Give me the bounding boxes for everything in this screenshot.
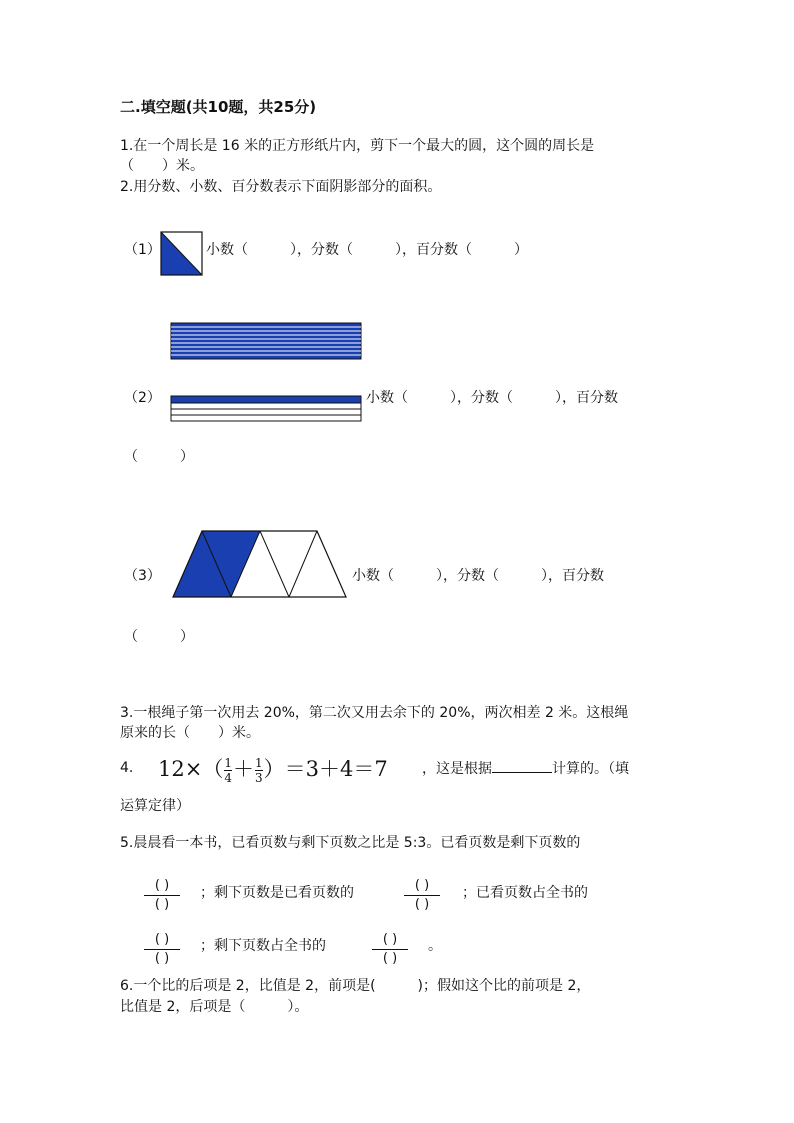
fraction-numerator: ( )	[382, 932, 398, 947]
fraction-bar	[144, 895, 180, 896]
q4-number: 4.	[120, 760, 134, 776]
q4-after-text: ，这是根据	[422, 761, 492, 777]
q2-part1-square-figure	[160, 231, 204, 277]
fraction-bar	[144, 949, 180, 950]
trap-line-3	[260, 531, 289, 597]
q6-line1: 6.一个比的后项是 2，比值是 2，前项是( )；假如这个比的前项是 2，	[120, 978, 591, 994]
q4-expr-prefix: 12×（	[158, 757, 224, 781]
q5-text-2: ；已看页数占全书的	[462, 885, 588, 901]
q4-plus: ＋	[232, 757, 254, 781]
fraction-numerator: ( )	[414, 878, 430, 893]
q2-part1-text: 小数（ ），分数（ ），百分数（ ）	[206, 242, 528, 258]
q3-line2: 原来的长（ ）米。	[120, 725, 260, 741]
q2-part3-text: 小数（ ），分数（ ），百分数	[352, 568, 604, 584]
q5-fraction-blank-4[interactable]	[372, 932, 408, 967]
fraction-bar	[404, 895, 440, 896]
q2-part2-tail: （ ）	[124, 449, 194, 465]
q2-part3-label: （3）	[124, 568, 161, 584]
q4-expr-suffix: ）＝3＋4＝7	[263, 757, 388, 781]
q5-text-4: 。	[428, 938, 442, 954]
q2-part2-upper-strip-fill	[171, 323, 361, 359]
fraction-numerator: ( )	[154, 878, 170, 893]
q5-text-3: ；剩下页数占全书的	[200, 938, 326, 954]
q2-stem: 2.用分数、小数、百分数表示下面阴影部分的面积。	[120, 179, 442, 195]
q4-frac2-num: 1	[254, 756, 263, 770]
trap-line-4	[289, 531, 317, 597]
q4-expression	[158, 754, 388, 784]
fraction-numerator: ( )	[154, 932, 170, 947]
q4-fraction-2	[255, 757, 263, 784]
q2-part2-lower-strip-shaded	[171, 396, 361, 403]
q4-frac2-den: 3	[254, 771, 263, 785]
fraction-denominator: ( )	[382, 951, 398, 966]
q4-fraction-1	[224, 757, 232, 784]
q4-frac1-den: 4	[224, 771, 232, 785]
fraction-denominator: ( )	[154, 951, 170, 966]
q5-text-1: ；剩下页数是已看页数的	[200, 885, 354, 901]
q2-part2-label: （2）	[124, 390, 161, 406]
fraction-denominator: ( )	[154, 897, 170, 912]
q2-part2-lower-strip-figure	[170, 395, 364, 423]
q5-fraction-blank-1[interactable]	[144, 878, 180, 913]
q2-part3-tail: （ ）	[124, 629, 194, 645]
q4-answer-blank[interactable]	[492, 758, 552, 773]
q1-line2: （ ）米。	[120, 158, 204, 174]
fraction-bar	[372, 949, 408, 950]
q2-part2-text: 小数（ ），分数（ ），百分数	[366, 390, 618, 406]
q4-frac1-num: 1	[224, 756, 232, 770]
q5-fraction-blank-3[interactable]	[144, 932, 180, 967]
q4-line2: 运算定律）	[120, 798, 190, 814]
q1-line1: 1.在一个周长是 16 米的正方形纸片内，剪下一个最大的圆，这个圆的周长是	[120, 138, 595, 154]
q6-line2: 比值是 2，后项是（ ）。	[120, 999, 309, 1015]
fraction-denominator: ( )	[414, 897, 430, 912]
q3-line1: 3.一根绳子第一次用去 20%，第二次又用去余下的 20%，两次相差 2 米。这根绳	[120, 705, 629, 721]
q4-after	[422, 758, 629, 779]
q5-fraction-blank-2[interactable]	[404, 878, 440, 913]
q2-part3-trapezoid-figure	[170, 528, 350, 600]
q2-part2-upper-strip-figure	[170, 322, 364, 360]
section-title: 二.填空题(共10题，共25分)	[120, 98, 317, 116]
q2-part1-label: （1）	[124, 242, 161, 258]
q4-after-text-2: 计算的。（填	[552, 761, 629, 777]
q5-line1: 5.晨晨看一本书，已看页数与剩下页数之比是 5:3。已看页数是剩下页数的	[120, 835, 581, 851]
